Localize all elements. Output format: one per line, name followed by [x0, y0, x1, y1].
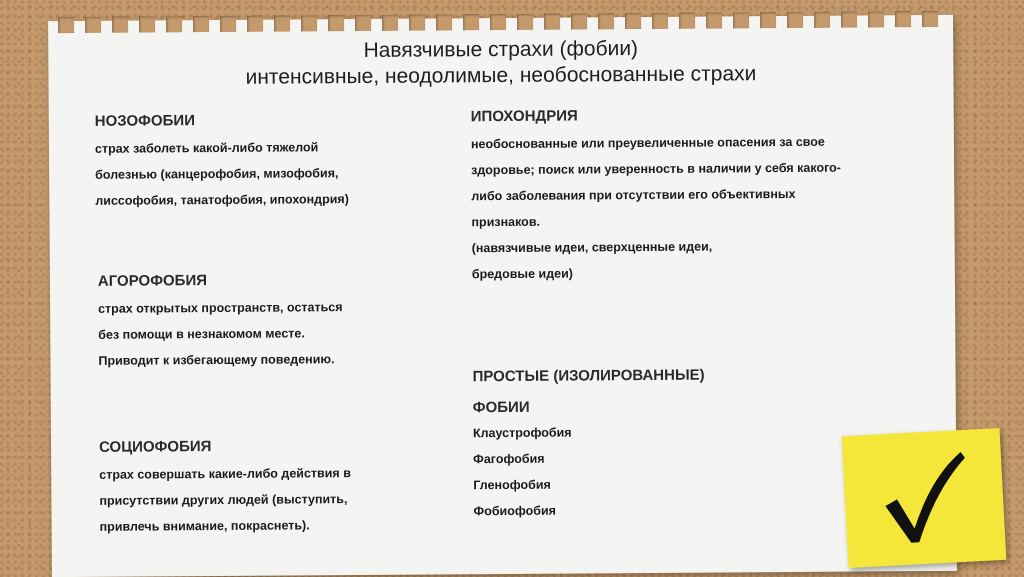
binder-hole [625, 13, 641, 29]
binder-hole [301, 15, 317, 31]
binder-hole [895, 11, 911, 27]
binder-hole [868, 11, 884, 27]
binder-hole [247, 16, 263, 32]
section-heading: НОЗОФОБИИ [94, 112, 196, 130]
text-line: страх открытых пространств, остаться [98, 300, 343, 316]
section-heading: ПРОСТЫЕ (ИЗОЛИРОВАННЫЕ) [472, 366, 705, 386]
text-line: здоровье; поиск или уверенность в наличии у себя какого- [471, 160, 841, 178]
binder-hole [652, 13, 668, 29]
text-line: Фагофобия [473, 451, 545, 467]
slide-subtitle: интенсивные, неодолимые, необоснованные страхи [245, 62, 757, 89]
sticky-note [842, 428, 1007, 568]
binder-hole [517, 14, 533, 30]
binder-hole [463, 14, 479, 30]
text-line: либо заболевания при отсутствии его объективных [471, 186, 796, 204]
text-line: Приводит к избегающему поведению. [98, 352, 335, 368]
section-nosophobia [95, 111, 349, 214]
text-line: необоснованные или преувеличенные опасения за свое [470, 134, 825, 152]
checkmark-icon [872, 439, 978, 554]
slide-title: Навязчивые страхи (фобии) [363, 37, 639, 62]
text-line: болезнью (канцерофобия, мизофобия, [95, 166, 339, 182]
text-line: страх совершать какие-либо действия в [99, 466, 351, 482]
text-line: Клаустрофобия [472, 425, 572, 441]
binder-hole [787, 12, 803, 28]
text-line: Фобиофобия [473, 503, 557, 519]
binder-hole [328, 15, 344, 31]
section-simple-phobias [473, 367, 706, 525]
binder-hole [814, 12, 830, 28]
binder-hole [733, 12, 749, 28]
binder-hole [679, 13, 695, 29]
section-heading-continued: ФОБИИ [472, 398, 530, 417]
binder-hole [166, 16, 182, 32]
binder-hole [85, 17, 101, 33]
section-agoraphobia [98, 271, 343, 374]
binder-hole [220, 16, 236, 32]
binder-hole [544, 14, 560, 30]
binder-hole [58, 17, 74, 33]
text-line: бредовые идеи) [471, 266, 573, 282]
section-heading: АГОРОФОБИЯ [97, 272, 208, 290]
binder-hole [409, 15, 425, 31]
binder-hole [706, 12, 722, 28]
text-line: без помощи в незнакомом месте. [98, 326, 305, 342]
notebook-page [48, 15, 957, 577]
text-line: привлечь внимание, покраснеть). [99, 518, 310, 534]
binder-hole [139, 16, 155, 32]
binder-hole [841, 12, 857, 28]
binder-hole [922, 11, 938, 27]
text-line: лиссофобия, танатофобия, ипохондрия) [95, 192, 349, 208]
binder-hole [112, 17, 128, 33]
binder-hole [436, 14, 452, 30]
binder-hole [355, 15, 371, 31]
text-line: признаков. [471, 214, 541, 230]
binder-hole [193, 16, 209, 32]
binder-hole [490, 14, 506, 30]
text-line: Гленофобия [473, 477, 551, 493]
binder-hole [760, 12, 776, 28]
section-heading: СОЦИОФОБИЯ [98, 438, 212, 456]
binder-hole [382, 15, 398, 31]
binder-hole [274, 15, 290, 31]
section-heading: ИПОХОНДРИЯ [470, 107, 578, 126]
section-sociophobia [99, 437, 351, 540]
text-line: (навязчивые идеи, сверхценные идеи, [471, 239, 713, 256]
binder-hole [598, 13, 614, 29]
section-hypochondria [471, 106, 842, 288]
text-line: присутствии других людей (выступить, [99, 492, 348, 508]
text-line: страх заболеть какой-либо тяжелой [94, 140, 319, 156]
binder-hole [571, 13, 587, 29]
